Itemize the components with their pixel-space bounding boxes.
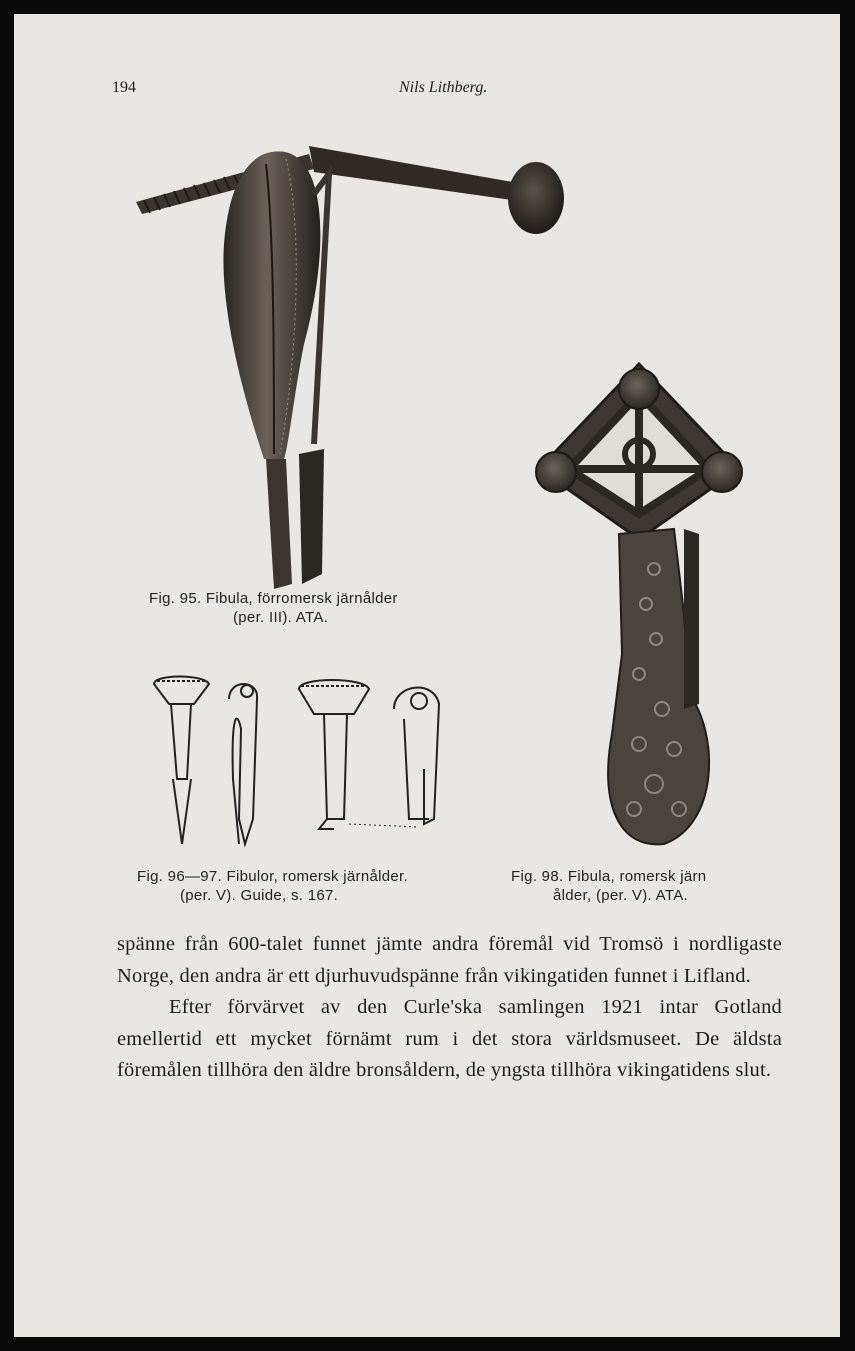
fig98-fibula-photo: [534, 354, 754, 854]
fig96-97-fibulae-drawings: [149, 669, 449, 854]
fig95-fibula-photo: [124, 114, 584, 604]
paragraph-1: spänne från 600-talet funnet jämte andra föremål vid Tromsö i nordligaste Norge, den andra är ett djurhuvudspänne från vikingatiden funnet i Lifland.: [117, 933, 782, 987]
running-head: Nils Lithberg.: [399, 79, 488, 96]
page-number: 194: [112, 79, 136, 96]
fig95-caption-line1: Fig. 95. Fibula, förromersk järnålder: [149, 590, 398, 607]
fig96-97-caption-line2: (per. V). Guide, s. 167.: [180, 887, 339, 904]
fig98-caption-line2: ålder, (per. V). ATA.: [553, 887, 688, 904]
fig98-caption-line1: Fig. 98. Fibula, romersk järn: [511, 868, 707, 885]
fig95-caption-line2: (per. III). ATA.: [233, 609, 329, 626]
book-page: [14, 14, 840, 1337]
paragraph-2: Efter förvärvet av den Curle'ska samlingen 1921 intar Gotland emellertid ett mycket förnämt rum i det stora världsmuseet. De äldsta föremålen tillhöra den äldre bronsåldern, de yngsta tillhöra vikingatidens slut.: [117, 996, 782, 1081]
fig96-97-caption-line1: Fig. 96—97. Fibulor, romersk järnålder.: [137, 868, 408, 885]
body-text: [117, 929, 782, 1087]
